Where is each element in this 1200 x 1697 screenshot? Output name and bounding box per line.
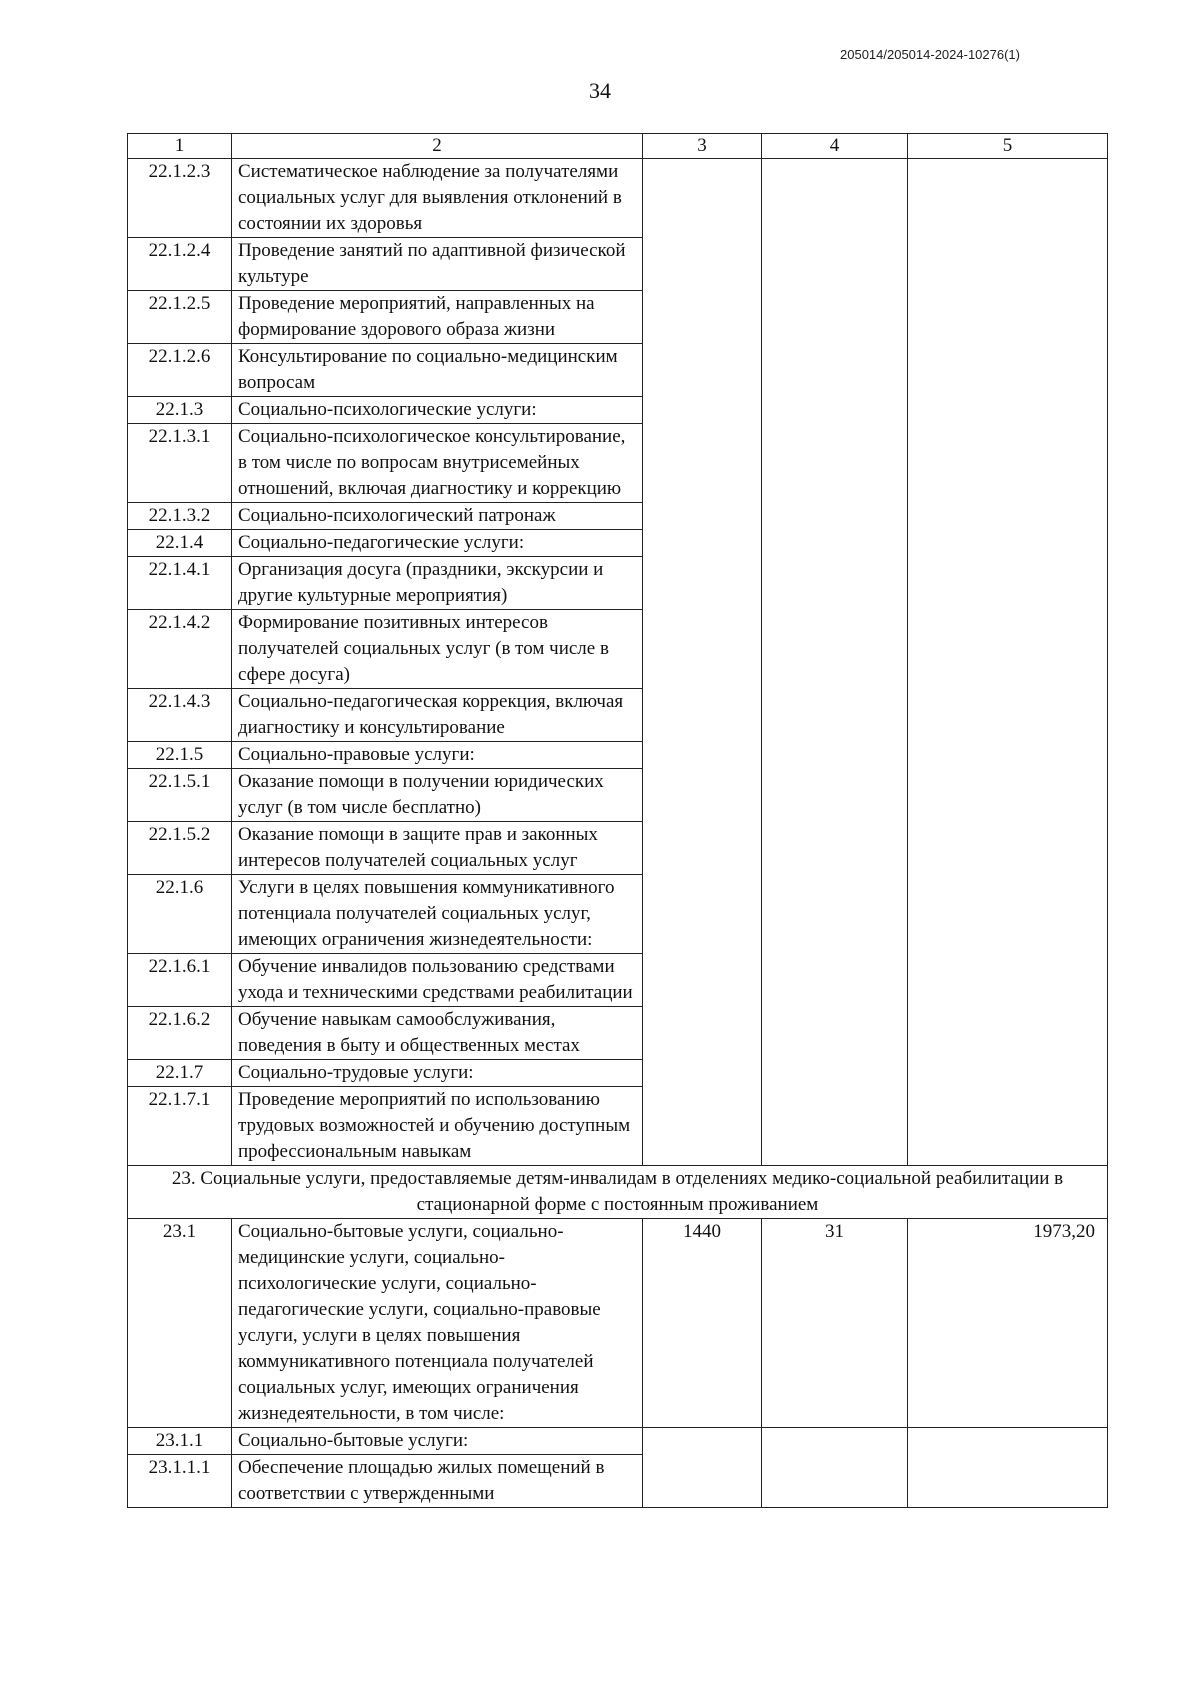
table-row [128, 159, 1108, 238]
col4-cell [762, 1428, 908, 1508]
row-number: 22.1.6 [128, 875, 232, 954]
row-text: Социально-педагогическая коррекция, включая диагностику и консультирование [232, 689, 643, 742]
row-number: 22.1.4 [128, 530, 232, 557]
row-number: 23.1.1 [128, 1428, 232, 1455]
row-text: Социально-психологический патронаж [232, 503, 643, 530]
row-text: Социально-бытовые услуги: [232, 1428, 643, 1455]
row-text: Обеспечение площадью жилых помещений в соответствии с утвержденными [232, 1455, 643, 1508]
row-number: 22.1.4.3 [128, 689, 232, 742]
row-number: 22.1.5.1 [128, 769, 232, 822]
row-number: 22.1.3.2 [128, 503, 232, 530]
row-number: 22.1.4.1 [128, 557, 232, 610]
row-number: 22.1.4.2 [128, 610, 232, 689]
col3-value: 1440 [643, 1219, 762, 1428]
row-text: Проведение мероприятий, направленных на формирование здорового образа жизни [232, 291, 643, 344]
table-header-row [128, 134, 1108, 159]
col4-value: 31 [762, 1219, 908, 1428]
row-text: Обучение инвалидов пользованию средствами ухода и техническими средствами реабилитации [232, 954, 643, 1007]
row-number: 23.1 [128, 1219, 232, 1428]
col3-cell [643, 1428, 762, 1508]
page-number: 34 [589, 78, 611, 103]
row-number: 22.1.5.2 [128, 822, 232, 875]
row-text: Социально-педагогические услуги: [232, 530, 643, 557]
row-text: Проведение мероприятий по использованию трудовых возможностей и обучению доступным профессиональным навыкам [232, 1087, 643, 1166]
row-text: Консультирование по социально-медицинским вопросам [232, 344, 643, 397]
row-text: Систематическое наблюдение за получателями социальных услуг для выявления отклонений в состоянии их здоровья [232, 159, 643, 238]
row-text: Обучение навыкам самообслуживания, поведения в быту и общественных местах [232, 1007, 643, 1060]
row-number: 22.1.7 [128, 1060, 232, 1087]
row-text: Услуги в целях повышения коммуникативного потенциала получателей социальных услуг, имеющих ограничения жизнедеятельности: [232, 875, 643, 954]
table-row [128, 1219, 1108, 1428]
document-id: 205014/205014-2024-10276(1) [840, 47, 1020, 62]
col5-cell [908, 159, 1108, 1166]
row-text: Социально-психологическое консультирование, в том числе по вопросам внутрисемейных отношений, включая диагностику и коррекцию [232, 424, 643, 503]
row-number: 22.1.5 [128, 742, 232, 769]
column-header: 4 [762, 134, 908, 159]
row-number: 23.1.1.1 [128, 1455, 232, 1508]
row-text: Формирование позитивных интересов получателей социальных услуг (в том числе в сфере досуга) [232, 610, 643, 689]
row-text: Оказание помощи в получении юридических услуг (в том числе бесплатно) [232, 769, 643, 822]
column-header: 3 [643, 134, 762, 159]
table-row [128, 1428, 1108, 1455]
row-number: 22.1.3 [128, 397, 232, 424]
section-heading: 23. Социальные услуги, предоставляемые детям-инвалидам в отделениях медико-социальной реабилитации в стационарной форме с постоянным проживанием [128, 1166, 1108, 1219]
row-number: 22.1.2.6 [128, 344, 232, 397]
row-number: 22.1.7.1 [128, 1087, 232, 1166]
col5-value: 1973,20 [908, 1219, 1108, 1428]
row-text: Социально-бытовые услуги, социально-медицинские услуги, социально-психологические услуги, социально-педагогические услуги, социально-правовые услуги, услуги в целях повышения коммуникативного потенциала получателей социальных услуг, имеющих ограничения жизнедеятельности, в том числе: [232, 1219, 643, 1428]
section-heading-row [128, 1166, 1108, 1219]
column-header: 2 [232, 134, 643, 159]
column-header: 1 [128, 134, 232, 159]
col4-cell [762, 159, 908, 1166]
services-table [127, 133, 1108, 1508]
row-text: Социально-трудовые услуги: [232, 1060, 643, 1087]
col3-cell [643, 159, 762, 1166]
row-text: Социально-правовые услуги: [232, 742, 643, 769]
row-number: 22.1.2.3 [128, 159, 232, 238]
col5-cell [908, 1428, 1108, 1508]
row-number: 22.1.2.4 [128, 238, 232, 291]
row-text: Проведение занятий по адаптивной физической культуре [232, 238, 643, 291]
row-number: 22.1.3.1 [128, 424, 232, 503]
row-text: Оказание помощи в защите прав и законных интересов получателей социальных услуг [232, 822, 643, 875]
row-number: 22.1.6.1 [128, 954, 232, 1007]
row-number: 22.1.6.2 [128, 1007, 232, 1060]
row-text: Социально-психологические услуги: [232, 397, 643, 424]
row-text: Организация досуга (праздники, экскурсии и другие культурные мероприятия) [232, 557, 643, 610]
row-number: 22.1.2.5 [128, 291, 232, 344]
column-header: 5 [908, 134, 1108, 159]
